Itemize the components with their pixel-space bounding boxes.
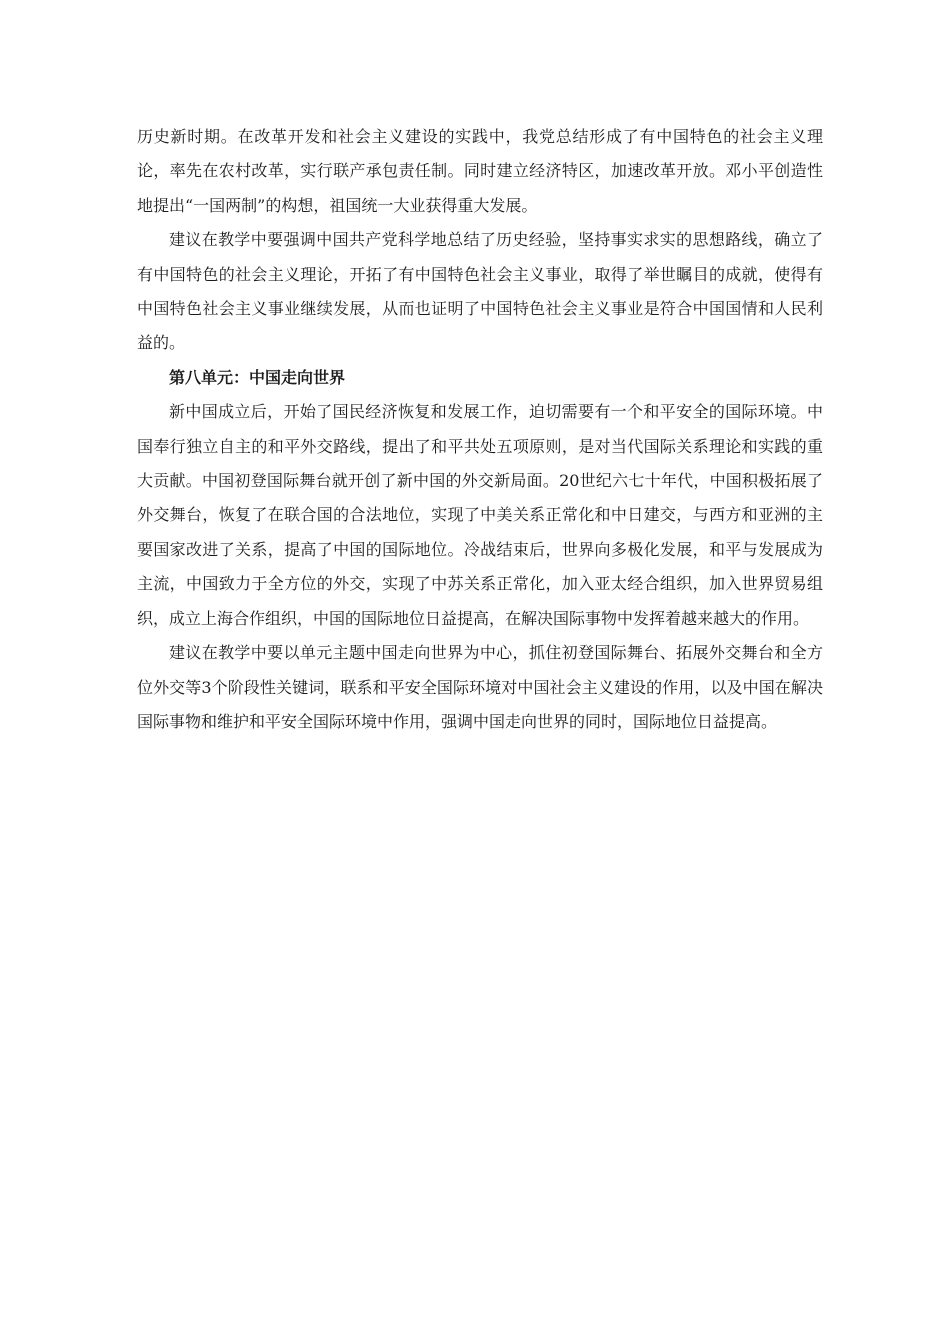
paragraph-teaching-advice-2: 建议在教学中要以单元主题中国走向世界为中心，抓住初登国际舞台、拓展外交舞台和全方位外交等3个阶段性关键词，联系和平安全国际环境对中国社会主义建设的作用，以及中国在解决国际事物和维护和平安全国际环境中作用，强调中国走向世界的同时，国际地位日益提高。: [137, 643, 823, 731]
document-body: [137, 120, 823, 739]
paragraph-teaching-advice-1: 建议在教学中要强调中国共产党科学地总结了历史经验，坚持事实求实的思想路线，确立了有中国特色的社会主义理论，开拓了有中国特色社会主义事业，取得了举世瞩目的成就，使得有中国特色社会主义事业继续发展，从而也证明了中国特色社会主义事业是符合中国国情和人民利益的。: [137, 230, 823, 353]
paragraph-continuation: 历史新时期。在改革开发和社会主义建设的实践中，我党总结形成了有中国特色的社会主义理论，率先在农村改革，实行联产承包责任制。同时建立经济特区，加速改革开放。邓小平创造性地提出“一国两制”的构想，祖国统一大业获得重大发展。: [137, 127, 823, 215]
section-heading: 第八单元：中国走向世界: [169, 367, 346, 387]
paragraph-unit-overview: 新中国成立后，开始了国民经济恢复和发展工作，迫切需要有一个和平安全的国际环境。中国奉行独立自主的和平外交路线，提出了和平共处五项原则，是对当代国际关系理论和实践的重大贡献。中国初登国际舞台就开创了新中国的外交新局面。20世纪六七十年代，中国积极拓展了外交舞台，恢复了在联合国的合法地位，实现了中美关系正常化和中日建交，与西方和亚洲的主要国家改进了关系，提高了中国的国际地位。冷战结束后，世界向多极化发展，和平与发展成为主流，中国致力于全方位的外交，实现了中苏关系正常化，加入亚太经合组织，加入世界贸易组织，成立上海合作组织，中国的国际地位日益提高，在解决国际事物中发挥着越来越大的作用。: [137, 402, 823, 628]
